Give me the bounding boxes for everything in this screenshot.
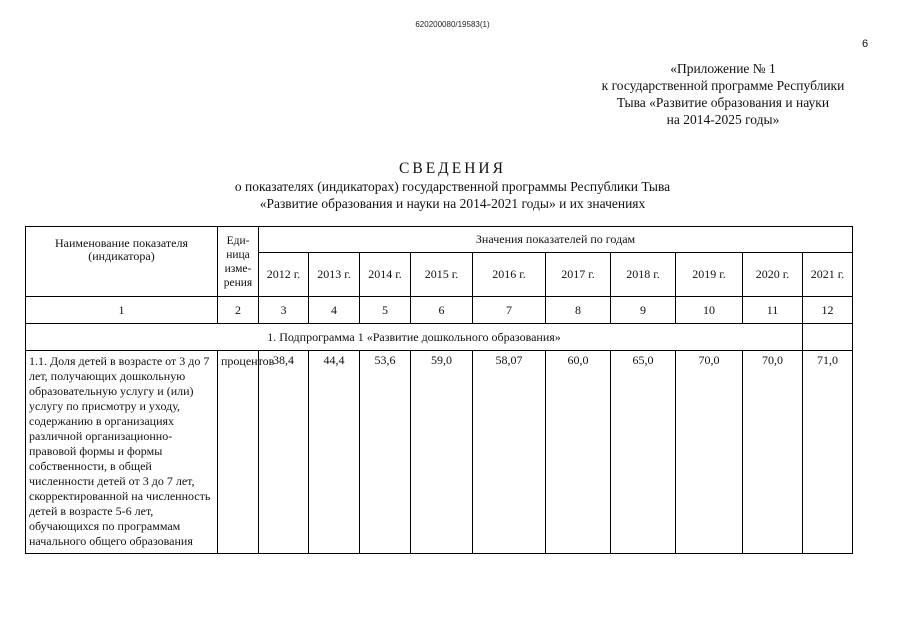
indicators-table bbox=[25, 226, 853, 554]
indicator-value: 60,0 bbox=[546, 351, 611, 554]
header-year: 2015 г. bbox=[411, 253, 473, 297]
indicator-value: 38,4 bbox=[259, 351, 309, 554]
indicator-value: 70,0 bbox=[676, 351, 743, 554]
document-stamp: 620200080/19583(1) bbox=[415, 20, 490, 29]
column-number: 8 bbox=[546, 297, 611, 324]
subtitle-line-2: «Развитие образования и науки на 2014-2021 годы» и их значениях bbox=[259, 196, 646, 211]
header-year: 2013 г. bbox=[309, 253, 360, 297]
indicator-value: 58,07 bbox=[473, 351, 546, 554]
column-number: 12 bbox=[803, 297, 853, 324]
indicator-value: 53,6 bbox=[360, 351, 411, 554]
header-year: 2018 г. bbox=[611, 253, 676, 297]
column-number: 7 bbox=[473, 297, 546, 324]
header-values-by-year: Значения показателей по годам bbox=[259, 227, 853, 253]
header-unit: Еди-ница изме-рения bbox=[218, 227, 259, 297]
column-number: 1 bbox=[26, 297, 218, 324]
header-year: 2019 г. bbox=[676, 253, 743, 297]
indicator-value: 59,0 bbox=[411, 351, 473, 554]
appendix-line-3: Тыва «Развитие образования и науки bbox=[616, 95, 830, 110]
column-number: 6 bbox=[411, 297, 473, 324]
column-number: 3 bbox=[259, 297, 309, 324]
indicator-unit: процентов bbox=[218, 351, 259, 554]
column-number: 11 bbox=[743, 297, 803, 324]
subtitle-line-1: о показателях (индикаторах) государственной программы Республики Тыва bbox=[234, 179, 671, 194]
document-title: СВЕДЕНИЯ bbox=[399, 160, 506, 177]
appendix-header bbox=[578, 60, 868, 128]
appendix-line-1: «Приложение № 1 bbox=[670, 61, 776, 76]
subprogram-heading: 1. Подпрограмма 1 «Развитие дошкольного образования» bbox=[26, 324, 803, 351]
page-number: 6 bbox=[862, 38, 869, 50]
column-number: 2 bbox=[218, 297, 259, 324]
indicator-value: 65,0 bbox=[611, 351, 676, 554]
table-row bbox=[26, 351, 853, 554]
header-year: 2017 г. bbox=[546, 253, 611, 297]
appendix-line-4: на 2014-2025 годы» bbox=[666, 112, 780, 127]
appendix-line-2: к государственной программе Республики bbox=[601, 78, 845, 93]
column-number: 4 bbox=[309, 297, 360, 324]
indicator-value: 71,0 bbox=[803, 351, 853, 554]
header-year: 2014 г. bbox=[360, 253, 411, 297]
column-number: 5 bbox=[360, 297, 411, 324]
header-year: 2020 г. bbox=[743, 253, 803, 297]
header-year: 2016 г. bbox=[473, 253, 546, 297]
header-indicator-name: Наименование показателя (индикатора) bbox=[26, 227, 218, 297]
indicator-value: 70,0 bbox=[743, 351, 803, 554]
column-number: 10 bbox=[676, 297, 743, 324]
indicator-name: 1.1. Доля детей в возрасте от 3 до 7 лет, получающих дошкольную образовательную услугу и (или) услугу по присмотру и уходу, содержанию в организациях различной организационно-правовой формы и формы собственности, в общей численности детей от 3 до 7 лет, скорректированной на численность детей в возрасте 5-6 лет, обучающихся по программам начального общего образования bbox=[26, 351, 218, 554]
document-subtitle bbox=[0, 178, 905, 212]
column-number: 9 bbox=[611, 297, 676, 324]
subprogram-empty-cell bbox=[803, 324, 853, 351]
header-year: 2021 г. bbox=[803, 253, 853, 297]
indicator-value: 44,4 bbox=[309, 351, 360, 554]
header-year: 2012 г. bbox=[259, 253, 309, 297]
